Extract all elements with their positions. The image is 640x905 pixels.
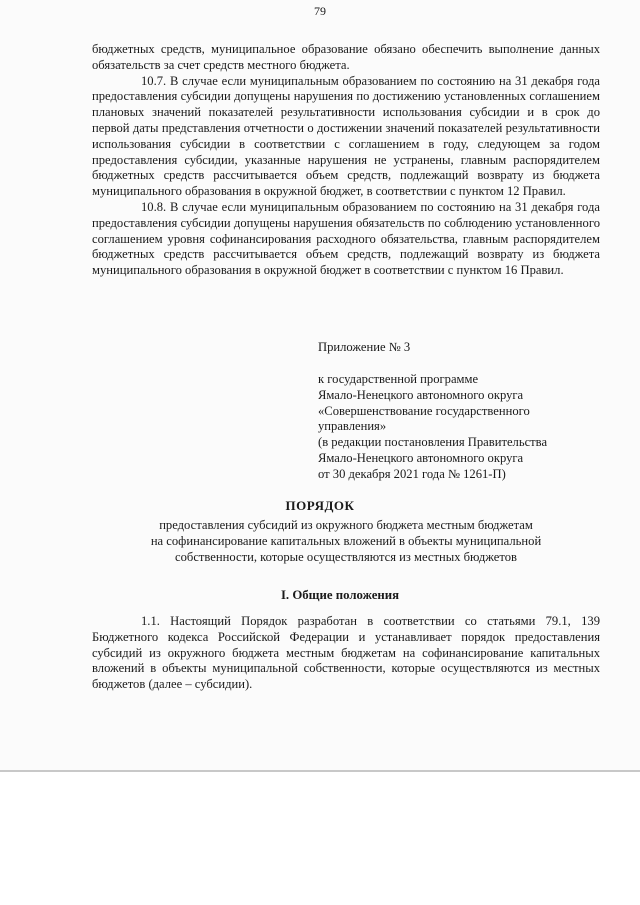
appendix-line: к государственной программе — [318, 372, 479, 386]
appendix-line: Ямало-Ненецкого автономного округа — [318, 450, 524, 465]
body-paragraphs — [92, 42, 600, 279]
document-title: ПОРЯДОК — [285, 498, 355, 513]
section-body — [92, 614, 600, 693]
appendix-header — [318, 340, 618, 356]
subtitle-line: на софинансирование капитальных вложений в объекты муниципальной — [150, 533, 542, 548]
appendix-reference — [318, 372, 618, 483]
document-subtitle — [92, 518, 600, 565]
paragraph-10-8: 10.8. В случае если муниципальным образованием по состоянию на 31 декабря года предоставления субсидии допущены нарушения обязательств по соблюдению установленного соглашением уровня софинансирования расходного обязательства, главным распорядителем бюджетных средств рассчитывается объем средств, подлежащий возврату из бюджета муниципального образования в окружной бюджет в соответствии с пунктом 16 Правил. — [92, 199, 600, 278]
paragraph-1-1: 1.1. Настоящий Порядок разработан в соответствии со статьями 79.1, 139 Бюджетного кодекса Российской Федерации и устанавливает порядок предоставления субсидий из окружного бюджета местным бюджетам на софинансирование капитальных вложений в объекты муниципальной собственности, которые осуществляются из местных бюджетов (далее – субсидии). — [92, 614, 600, 692]
appendix-line: «Совершенствование государственного — [318, 403, 530, 418]
appendix-number: Приложение № 3 — [318, 340, 411, 354]
appendix-line: (в редакции постановления Правительства — [318, 435, 548, 450]
appendix-line: Ямало-Ненецкого автономного округа — [318, 387, 524, 402]
page-number: 79 — [314, 4, 326, 18]
subtitle-line: предоставления субсидий из окружного бюджета местным бюджетам — [159, 518, 533, 532]
paragraph-10-7: 10.7. В случае если муниципальным образованием по состоянию на 31 декабря года предоставления субсидии допущены нарушения по достижению установленных соглашением плановых значений показателей результативности использования субсидии и в срок до первой даты представления отчетности о достижении значений показателей результативности использования субсидии в соответствии с соглашением в году, следующем за годом предоставления субсидии, указанные нарушения не устранены, главным распорядителем бюджетных средств рассчитывается объем средств, подлежащий возврату из бюджета муниципального образования в окружной бюджет, в соответствии с пунктом 12 Правил. — [92, 73, 600, 199]
appendix-line: от 30 декабря 2021 года № 1261-П) — [318, 466, 506, 481]
section-heading: I. Общие положения — [280, 588, 400, 602]
paragraph-continuation: бюджетных средств, муниципальное образование обязано обеспечить выполнение данных обязательств за счет средств местного бюджета. — [92, 42, 600, 72]
appendix-line: управления» — [318, 419, 387, 434]
subtitle-line: собственности, которые осуществляются из местных бюджетов — [175, 549, 517, 564]
